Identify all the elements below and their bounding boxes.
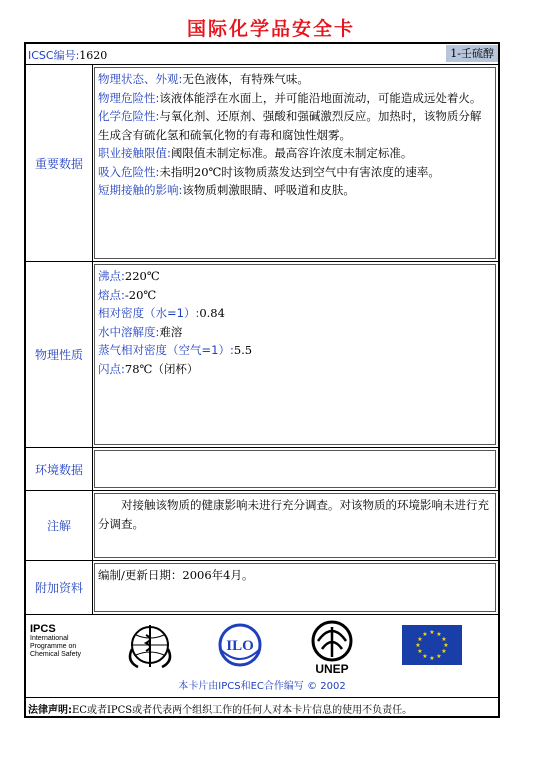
environment-data-content [94,450,496,488]
ilo-logo-icon [214,621,266,671]
svg-text:★: ★ [436,631,442,638]
eu-flag-icon [402,625,462,665]
item-water-solubility: 水中溶解度:难溶 [98,324,183,339]
item-chemical-hazard: 化学危险性:与氧化剂、还原剂、强酸和强碱激烈反应。加热时，该物质分解生成含有硫化氢和硫氧化物的有毒和腐蚀性烟雾。 [98,109,482,142]
important-data-content [94,67,496,259]
item-vapour-density: 蒸气相对密度（空气=1）:5.5 [98,343,253,357]
svg-text:★: ★ [429,629,435,636]
svg-text:UNEP: UNEP [315,662,349,676]
svg-text:★: ★ [441,636,447,643]
icsc-label: ICSC编号: [28,49,80,62]
svg-text:★: ★ [443,642,449,649]
notes-content: 对接触该物质的健康影响未进行充分调查。对该物质的环境影响未进行充分调查。 [94,493,496,558]
legal-text: EC或者IPCS或者代表两个组织工作的任何人对本卡片信息的使用不负责任。 [72,705,413,716]
svg-text:★: ★ [436,653,442,660]
card-title: 国际化学品安全卡 [186,18,355,40]
svg-text:★: ★ [415,642,421,649]
label-notes: 注解 [26,491,93,560]
safety-card [24,42,500,718]
row-notes [26,491,498,561]
svg-text:★: ★ [422,653,428,660]
item-inhalation-hazard: 吸入危险性:未指明20℃时该物质蒸发达到空气中有害浓度的速率。 [98,164,440,179]
item-appearance: 物理状态、外观:无色液体，有特殊气味。 [98,72,309,86]
svg-text:★: ★ [417,636,423,643]
svg-text:★: ★ [417,648,423,655]
label-physical-properties: 物理性质 [26,262,93,447]
physical-properties-content [94,264,496,445]
item-melting-point: 熔点:-20℃ [98,287,157,302]
legal-notice [28,701,412,716]
label-additional-info: 附加资料 [26,561,93,614]
row-environment-data [26,448,498,491]
item-short-term-effects: 短期接触的影响:该物质刺激眼睛、呼吸道和皮肤。 [98,183,355,197]
additional-info-content: 编制/更新日期：2006年4月。 [94,563,496,612]
legal-label: 法律声明: [28,705,72,716]
item-flash-point: 闪点:78℃（闭杯） [98,361,199,376]
svg-text:★: ★ [422,631,428,638]
row-important-data [26,65,498,262]
logos-row [26,615,498,698]
chemical-name[interactable]: 1-壬硫醇 [446,45,498,62]
icsc-number: 1620 [79,49,108,62]
who-logo-icon [124,621,176,673]
svg-text:ILO: ILO [226,638,254,654]
label-important-data: 重要数据 [26,65,93,261]
label-environment-data: 环境数据 [26,448,93,490]
svg-text:★: ★ [429,655,435,662]
credit-line: 本卡片由IPCS和EC合作编写 © 2002 [178,681,346,692]
row-additional-info [26,561,498,615]
ipcs-logo: IPCS International Programme on Chemical Safety [30,623,81,658]
unep-logo-icon [304,619,360,677]
svg-text:★: ★ [441,648,447,655]
item-physical-hazard: 物理危险性:该液体能浮在水面上，并可能沿地面流动，可能造成远处着火。 [98,90,482,105]
card-header [26,44,498,65]
item-relative-density: 相对密度（水=1）:0.84 [98,306,225,320]
row-physical-properties [26,262,498,448]
item-boiling-point: 沸点:220℃ [98,269,160,283]
item-exposure-limits: 职业接触限值:阈限值未制定标准。最高容许浓度未制定标准。 [98,146,413,160]
